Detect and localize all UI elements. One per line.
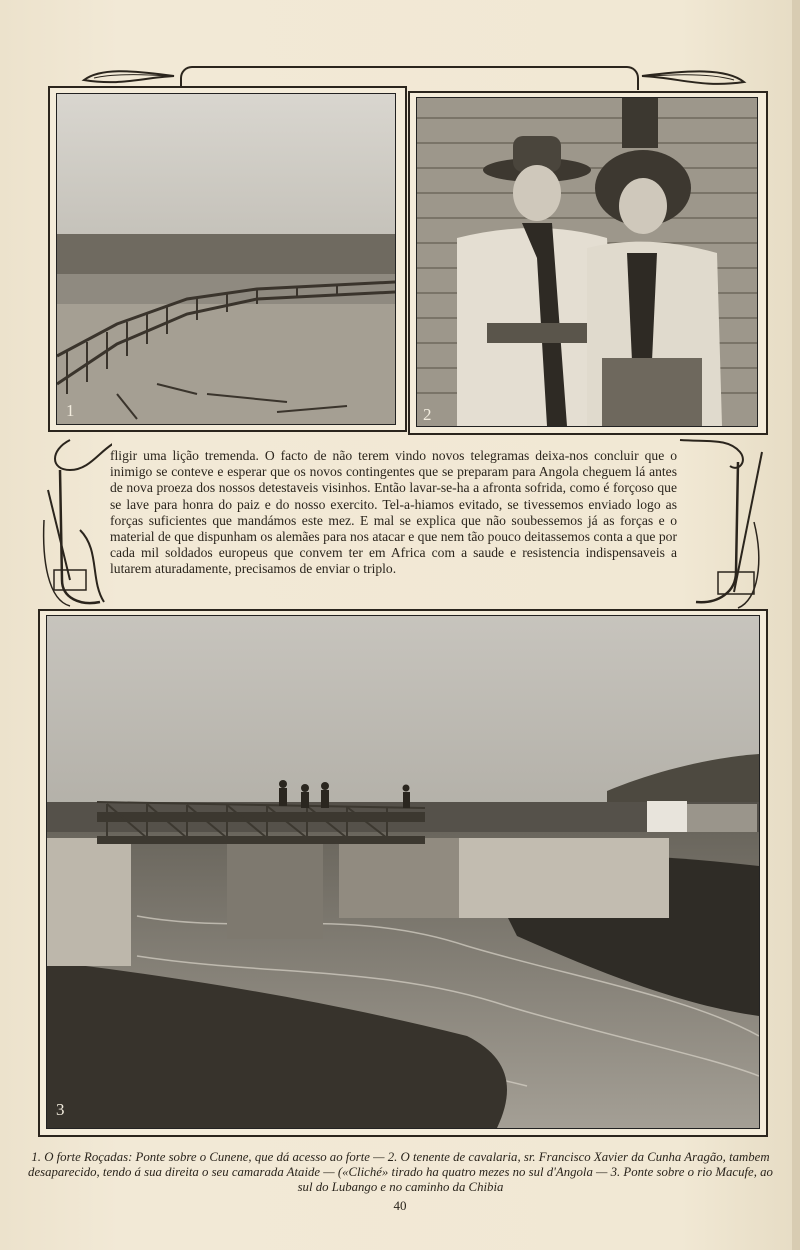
right-sword-ornament — [678, 432, 768, 612]
left-sword-ornament — [40, 430, 112, 610]
photo-3-number: 3 — [56, 1100, 65, 1119]
photo-1-number: 1 — [66, 401, 75, 420]
photo-3-river-bridge — [46, 615, 760, 1129]
article-paragraph: fligir uma lição tremenda. O facto de não terem vindo novos telegramas deixa-nos concluir que o inimigo se conteve e esperar que os novos contingentes que se preparam para Angola cheguem lá antes de nova proeza dos nossos detestaveis visinhos. Então lavar-se-ha a afronta sofrida, como é forçoso que se lave para honra do paiz e do nosso exercito. Tel-a-hiamos evitado, se tivessemos enviado logo as forças suficientes que mandámos este mez. E mal se explica que não soubessemos já as forças e o material de que dispunham os alemães para nos atacar e que nem tão pouco deitassemos conta a que por cada mil soldados europeus que convem ter em Africa com a saude e resistencia indispensaveis a lutarem aturadamente, precisamos de enviar o triplo. — [110, 448, 677, 577]
photo-caption — [28, 1150, 773, 1195]
photo-1-bridge — [56, 93, 396, 425]
page-number: 40 — [393, 1198, 407, 1213]
right-leaf-ornament — [636, 66, 748, 92]
caption-text: 1. O forte Roçadas: Ponte sobre o Cunene, que dá acesso ao forte — 2. O tenente de cavalaria, sr. Francisco Xavier da Cunha Aragão, tambem desaparecido, tendo á sua direita o seu camarada Ataide — («Cliché» tirado ha quatro mezes no sul d'Angola — 3. Ponte sobre o rio Macufe, ao sul do Lubango e no caminho da Chibia — [28, 1150, 773, 1194]
article-body-text — [110, 448, 677, 578]
photo-2-number: 2 — [423, 405, 432, 424]
photo-2-two-men — [416, 97, 758, 427]
page-edge — [792, 0, 800, 1250]
